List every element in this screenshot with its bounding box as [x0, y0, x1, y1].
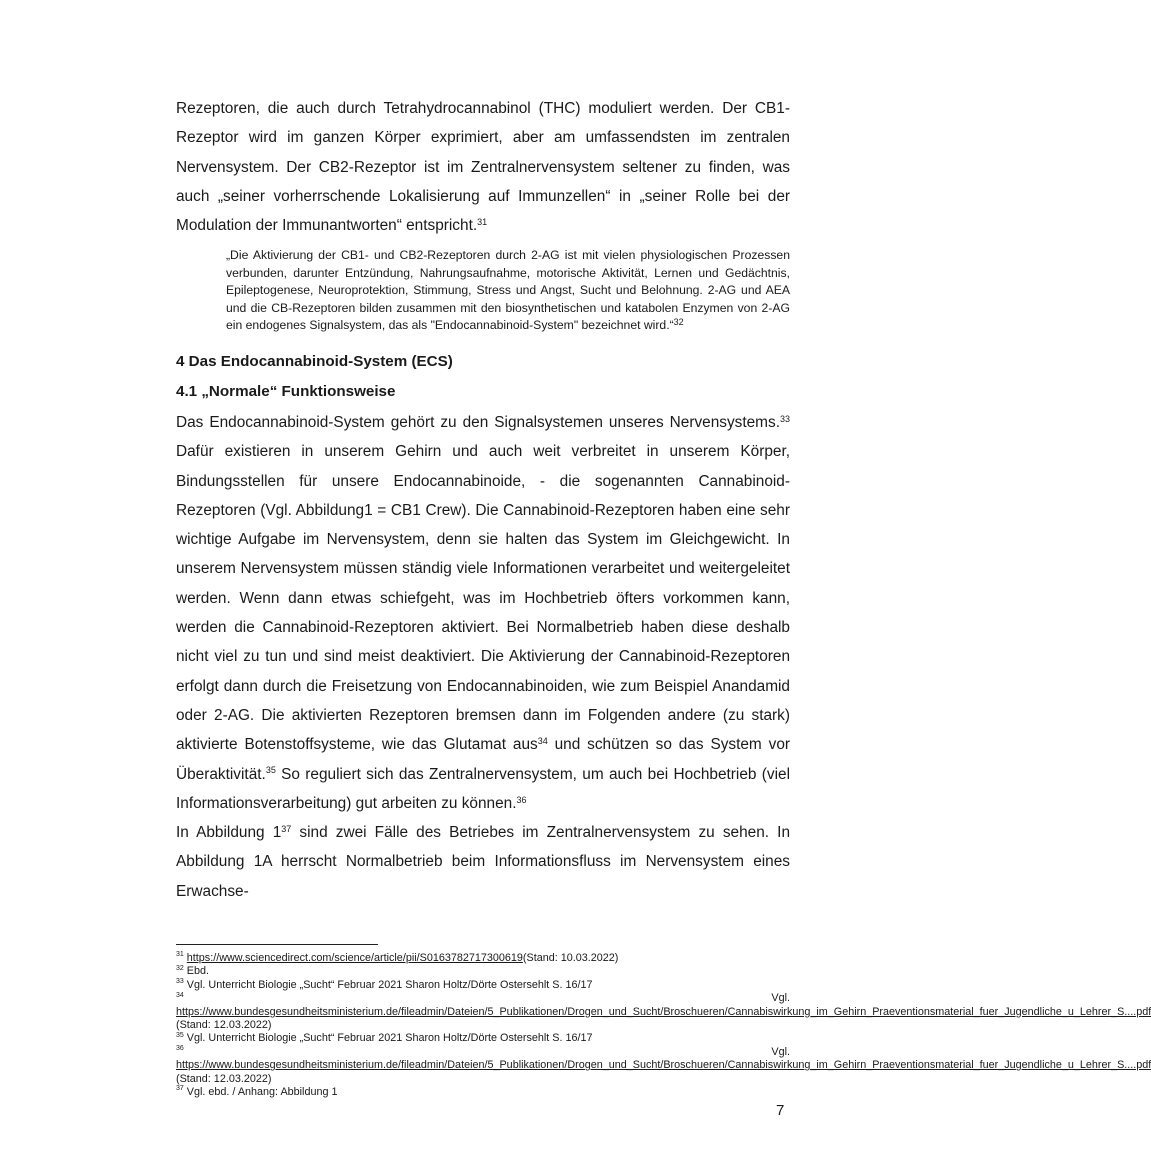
last-text-2: sind zwei Fälle des Betriebes im Zentralnervensystem zu sehen. In Abbildung 1A herrscht Normalbetrieb beim Informationsfluss im Nervensystem eines Erwachse-: [176, 824, 790, 900]
footnote-ref-34[interactable]: 34: [537, 736, 548, 747]
footnote-35: $^{35}$ Vgl. Unterricht Biologie „Sucht“ Februar 2021 Sharon Holtz/Dörte Ostersehlt S. 16/17: [176, 1031, 593, 1045]
main-text-4: So reguliert sich das Zentralnervensystem, um auch bei Hochbetrieb (viel Informationsverarbeitung) gut arbeiten zu können.: [176, 765, 790, 812]
footnote-32: $^{32}$ Ebd.: [176, 964, 210, 978]
footnote-ref-31[interactable]: 31: [477, 217, 488, 228]
section-heading: 4 Das Endocannabinoid-System (ECS): [176, 353, 453, 370]
footnote-ref-32[interactable]: 32: [673, 317, 684, 328]
footnote-34-link[interactable]: https://www.bundesgesundheitsministerium.de/fileadmin/Dateien/5_Publikationen/Drogen_und_Sucht/Broschueren/Cannabiswirkung_im_Gehirn_Praeventionsmaterial_fuer_Jugendliche_u_Lehrer_S....pdf: [176, 1005, 1151, 1018]
last-paragraph: [176, 818, 790, 906]
main-text-1: Das Endocannabinoid-System gehört zu den Signalsystemen unseres Nervensystems.: [176, 414, 780, 431]
footnote-31-link[interactable]: https://www.sciencedirect.com/science/article/pii/S0163782717300619: [186, 952, 523, 964]
footnote-ref-33[interactable]: 33: [779, 413, 790, 424]
page-number: 7: [776, 1102, 785, 1119]
footnote-ref-36[interactable]: 36: [516, 794, 527, 805]
main-body: [176, 408, 790, 906]
footnote-34: $^{34}$ Vgl. https://www.bundesgesundheitsministerium.de/fileadmin/Dateien/5_Publikationen/Drogen_und_Sucht/Broschueren/Cannabiswirkung_im_Gehirn_Praeventionsmaterial_fuer_Jugendliche_u_Lehrer_S....pdf (Stand: 12.03.2022): [176, 991, 1151, 1032]
last-text-1: In Abbildung 1: [176, 824, 282, 842]
main-paragraph: [176, 408, 790, 818]
intro-text: Rezeptoren, die auch durch Tetrahydrocannabinol (THC) moduliert werden. Der CB1-Rezeptor wird im ganzen Körper exprimiert, aber am umfassendsten im zentralen Nervensystem. Der CB2-Rezeptor ist im Zentralnervensystem seltener zu finden, was auch „seiner vorherrschende Lokalisierung auf Immunzellen“ in „seiner Rolle bei der Modulation der Immunantworten“ entspricht.: [176, 100, 790, 235]
main-text-2: Dafür existieren in unserem Gehirn und auch weit verbreitet in unserem Körper, Bindungsstellen für unsere Endocannabinoide, - die sogenannten Cannabinoid-Rezeptoren (Vgl. Abbildung1 = CB1 Crew). Die Cannabinoid-Rezeptoren haben eine sehr wichtige Aufgabe im Nervensystem, denn sie halten das System im Gleichgewicht. In unserem Nervensystem müssen ständig viele Informationen verarbeitet und weitergeleitet werden. Wenn dann etwas schiefgeht, was im Hochbetrieb öfters vorkommen kann, werden die Cannabinoid-Rezeptoren aktiviert. Bei Normalbetrieb haben diese deshalb nicht viel zu tun und sind meist deaktiviert. Die Aktivierung der Cannabinoid-Rezeptoren erfolgt dann durch die Freisetzung von Endocannabinoiden, wie zum Beispiel Anandamid oder 2-AG. Die aktivierten Rezeptoren bremsen dann im Folgenden andere (zu stark) aktivierte Botenstoffsysteme, wie das Glutamat aus: [176, 443, 790, 754]
block-quote-text: „Die Aktivierung der CB1- und CB2-Rezeptoren durch 2-AG ist mit vielen physiologischen Prozessen verbunden, darunter Entzündung, Nahrungsaufnahme, motorische Aktivität, Lernen und Gedächtnis, Epileptogenese, Neuroprotektion, Stimmung, Stress und Angst, Sucht und Belohnung. 2-AG und AEA und die CB-Rezeptoren bilden zusammen mit den biosynthetischen und katabolen Enzymen von 2-AG ein endogenes Signalsystem, das als "Endocannabinoid-System" bezeichnet wird.“: [226, 248, 790, 333]
intro-paragraph: [176, 94, 790, 240]
footnote-33: $^{33}$ Vgl. Unterricht Biologie „Sucht“ Februar 2021 Sharon Holtz/Dörte Ostersehlt S. 16/17: [176, 978, 593, 991]
footnote-separator: [176, 944, 378, 945]
block-quote: [226, 247, 790, 335]
footnote-ref-35[interactable]: 35: [265, 765, 276, 776]
footnotes: [176, 951, 1151, 1099]
footnote-36-link[interactable]: https://www.bundesgesundheitsministerium.de/fileadmin/Dateien/5_Publikationen/Drogen_und_Sucht/Broschueren/Cannabiswirkung_im_Gehirn_Praeventionsmaterial_fuer_Jugendliche_u_Lehrer_S....pdf: [176, 1059, 1151, 1072]
main-text-3: und schützen so das System vor Überaktivität.: [176, 736, 791, 783]
footnote-31: $^{31}$ https://www.sciencedirect.com/science/article/pii/S0163782717300619(Stand: 10.03.2022): [176, 951, 619, 964]
footnote-36: $^{36}$ Vgl. https://www.bundesgesundheitsministerium.de/fileadmin/Dateien/5_Publikationen/Drogen_und_Sucht/Broschueren/Cannabiswirkung_im_Gehirn_Praeventionsmaterial_fuer_Jugendliche_u_Lehrer_S....pdf (Stand: 12.03.2022): [176, 1045, 1151, 1085]
footnote-37: $^{37}$ Vgl. ebd. / Anhang: Abbildung 1: [176, 1085, 338, 1099]
subsection-heading: 4.1 „Normale“ Funktionsweise: [176, 383, 396, 400]
footnote-ref-37[interactable]: 37: [281, 824, 292, 835]
